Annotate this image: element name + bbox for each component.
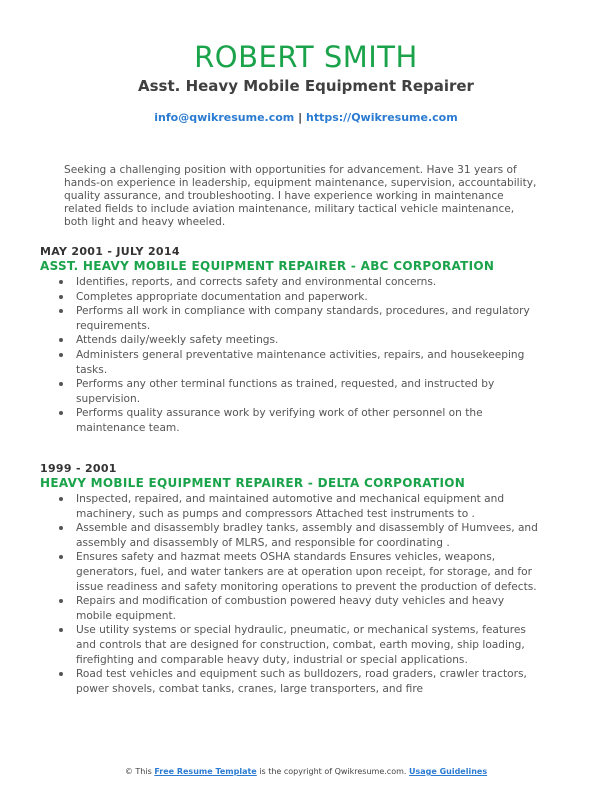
bullet-item: Use utility systems or special hydraulic, pneumatic, or mechanical systems, features and controls that are designed for construction, combat, earth moving, ship loading, firefighting and comparable heavy duty, industrial or special applications. xyxy=(76,623,540,667)
usage-guidelines-link[interactable]: Usage Guidelines xyxy=(408,767,488,776)
job-title: Asst. Heavy Mobile Equipment Repairer xyxy=(138,77,474,95)
summary-paragraph: Seeking a challenging position with opportunities for advancement. Have 31 years of hands-on experience in leadership, equipment maintenance, supervision, accountability, quality assurance, and troubleshooting. I have experience working in maintenance related fields to include aviation maintenance, military tactical vehicle maintenance, both light and heavy wheeled. xyxy=(64,164,537,228)
bullet-item: Administers general preventative maintenance activities, repairs, and housekeeping tasks. xyxy=(76,348,540,377)
free-resume-template-link[interactable]: Free Resume Template xyxy=(154,767,257,776)
experience-entry-1 xyxy=(40,245,540,436)
contact-separator: | xyxy=(298,111,303,124)
experience-position: HEAVY MOBILE EQUIPMENT REPAIRER - DELTA CORPORATION xyxy=(40,476,466,490)
bullet-item: Attends daily/weekly safety meetings. xyxy=(76,333,540,348)
footer xyxy=(0,767,612,777)
bullet-item: Performs quality assurance work by verifying work of other personnel on the maintenance team. xyxy=(76,406,540,435)
experience-dates: MAY 2001 - JULY 2014 xyxy=(40,245,180,258)
bullet-item: Performs all work in compliance with company standards, procedures, and regulatory requirements. xyxy=(76,304,540,333)
bullet-item: Inspected, repaired, and maintained automotive and mechanical equipment and machinery, such as pumps and compressors Attached test instruments to . xyxy=(76,492,540,521)
bullet-item: Assemble and disassembly bradley tanks, assembly and disassembly of Humvees, and assembly and disassembly of MLRS, and responsible for coordinating . xyxy=(76,521,540,550)
website-link[interactable]: https://Qwikresume.com xyxy=(305,111,458,124)
email-link[interactable]: info@qwikresume.com xyxy=(154,111,295,124)
footer-prefix: © This xyxy=(124,767,152,776)
bullet-item: Performs any other terminal functions as trained, requested, and instructed by supervision. xyxy=(76,377,540,406)
bullet-item: Completes appropriate documentation and paperwork. xyxy=(76,290,540,305)
bullet-item: Identifies, reports, and corrects safety and environmental concerns. xyxy=(76,275,540,290)
experience-dates: 1999 - 2001 xyxy=(40,462,117,475)
bullet-item: Ensures safety and hazmat meets OSHA standards Ensures vehicles, weapons, generators, fuel, and water tankers are at operation upon receipt, for storage, and for issue readiness and safety monitoring operations to prevent the production of defects. xyxy=(76,550,540,594)
experience-position: ASST. HEAVY MOBILE EQUIPMENT REPAIRER - ABC CORPORATION xyxy=(40,259,495,273)
experience-bullets xyxy=(40,275,540,436)
bullet-item: Road test vehicles and equipment such as bulldozers, road graders, crawler tractors, power shovels, combat tanks, cranes, large transporters, and fire xyxy=(76,667,540,696)
experience-entry-2 xyxy=(40,462,540,696)
footer-copyright-text: is the copyright of Qwikresume.com. xyxy=(259,767,407,776)
candidate-name: ROBERT SMITH xyxy=(194,40,418,74)
contact-line xyxy=(0,111,612,125)
bullet-item: Repairs and modification of combustion powered heavy duty vehicles and heavy mobile equipment. xyxy=(76,594,540,623)
experience-bullets xyxy=(40,492,540,696)
